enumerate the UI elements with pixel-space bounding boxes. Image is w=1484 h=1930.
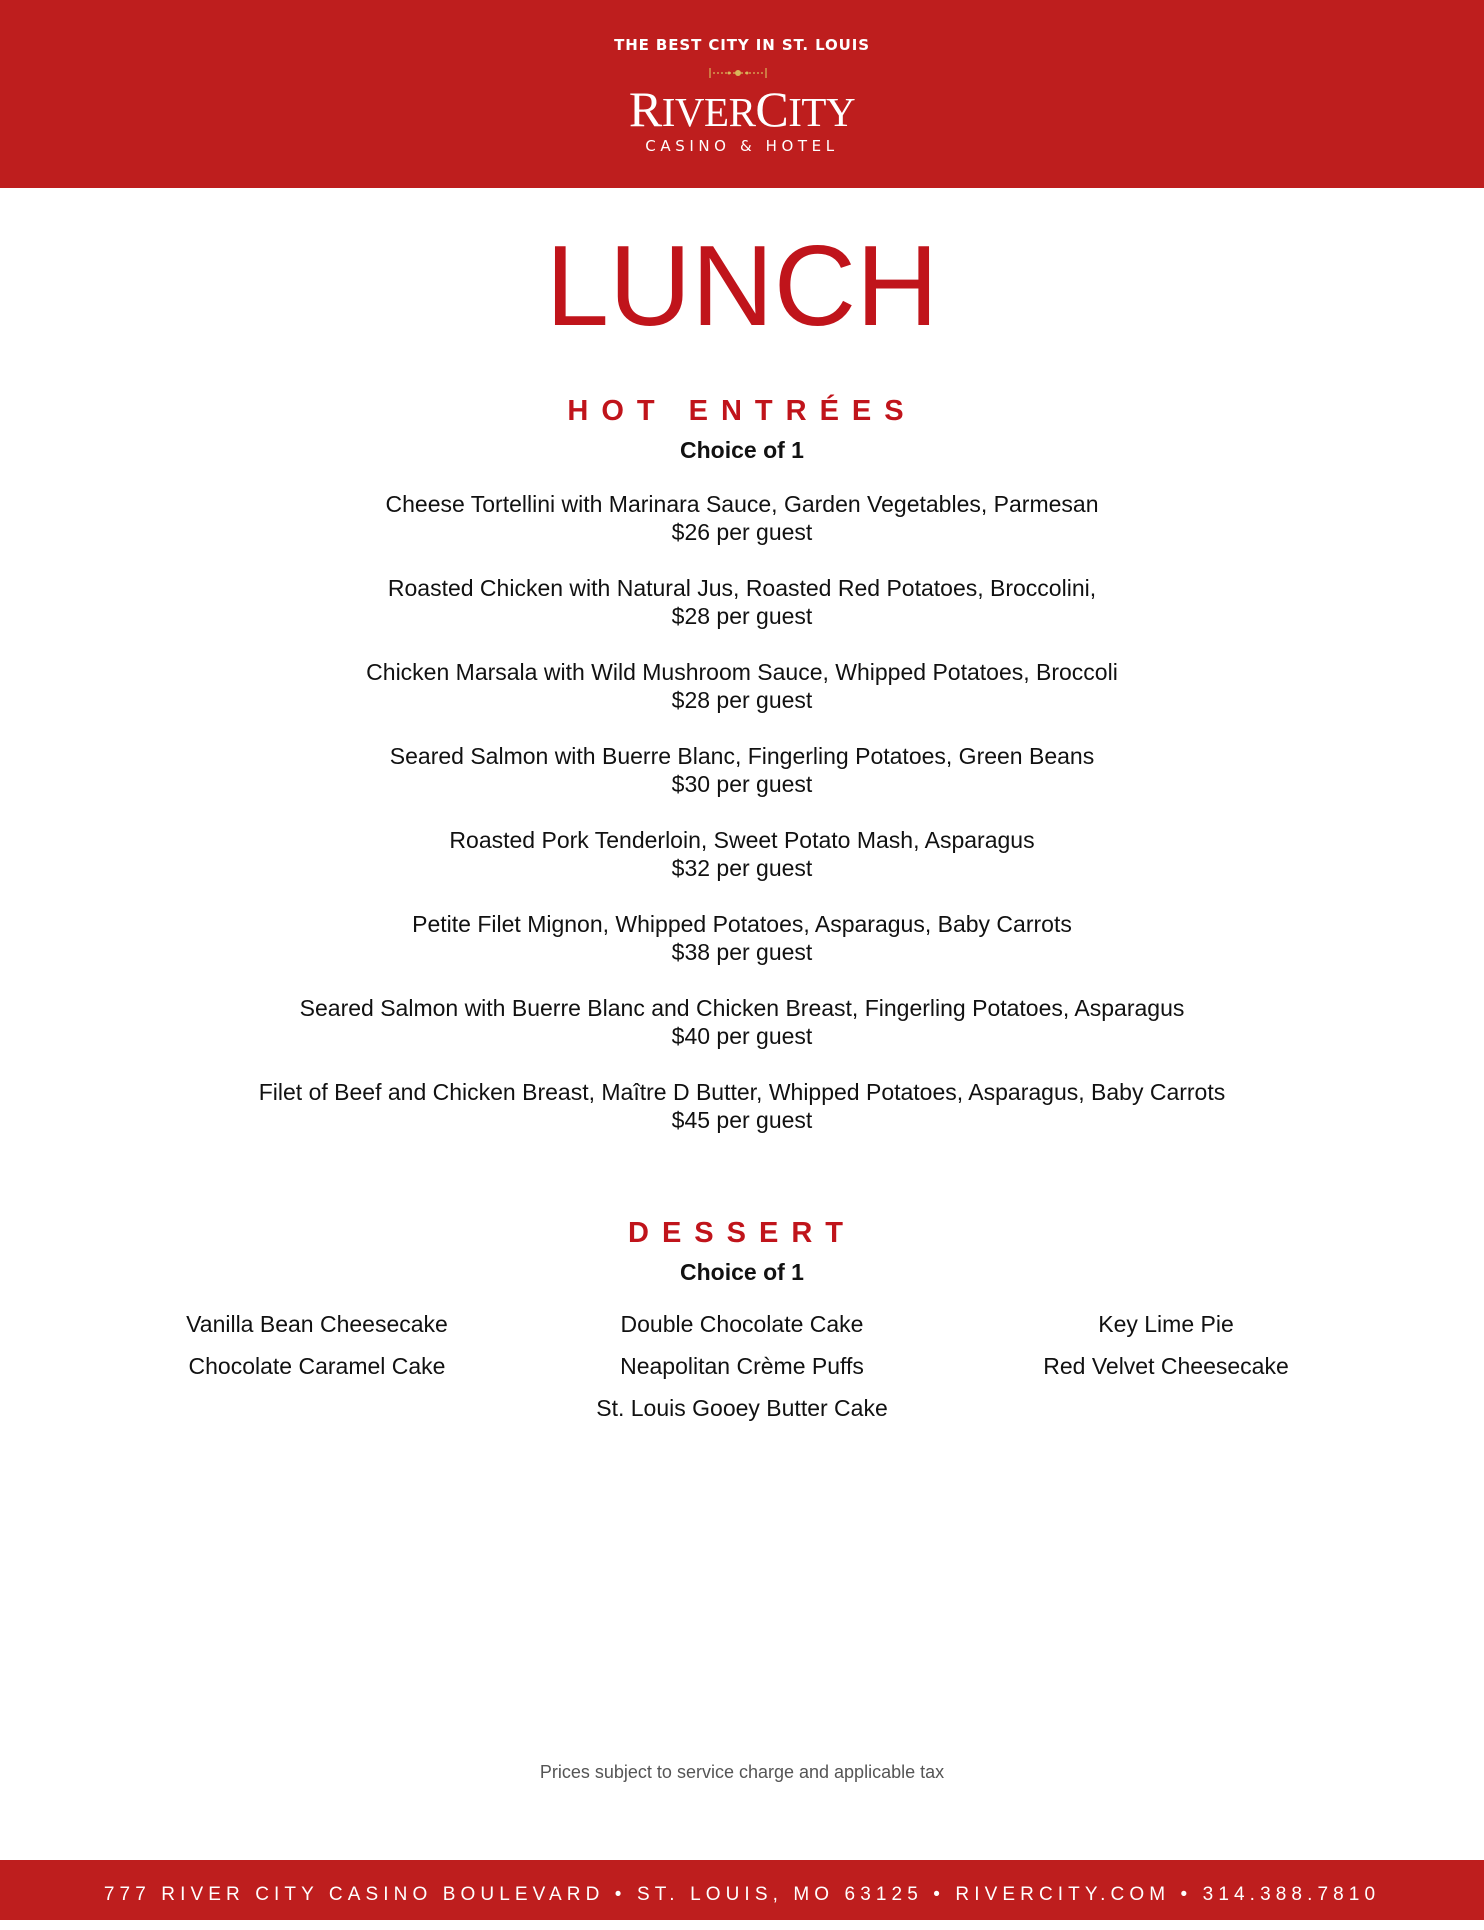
entree-description: Filet of Beef and Chicken Breast, Maître D Butter, Whipped Potatoes, Asparagus, Baby Carrots — [258, 1079, 1226, 1105]
price-footnote: Prices subject to service charge and applicable tax — [539, 1762, 945, 1782]
entree-price: $45 per guest — [671, 1107, 813, 1133]
dessert-heading: DESSERT — [628, 1217, 856, 1249]
dessert-item: Key Lime Pie — [1098, 1311, 1234, 1337]
entree-item — [0, 910, 1484, 994]
dessert-item: Vanilla Bean Cheesecake — [186, 1311, 448, 1337]
hot-entrees-heading: HOT ENTRÉES — [567, 395, 917, 427]
logo-letters-iver: IVER — [661, 89, 756, 135]
logo-subtitle: CASINO & HOTEL — [645, 137, 839, 155]
entree-price: $26 per guest — [671, 519, 813, 545]
entree-list — [0, 490, 1484, 1162]
entree-description: Roasted Chicken with Natural Jus, Roasted Red Potatoes, Broccolini, — [387, 575, 1097, 601]
entree-item — [0, 574, 1484, 658]
entree-item — [0, 658, 1484, 742]
entree-description: Seared Salmon with Buerre Blanc, Fingerling Potatoes, Green Beans — [389, 743, 1095, 769]
entree-price: $28 per guest — [671, 687, 813, 713]
entree-item — [0, 1078, 1484, 1162]
tagline: THE BEST CITY IN ST. LOUIS — [614, 36, 870, 54]
entree-item — [0, 490, 1484, 574]
dessert-item: St. Louis Gooey Butter Cake — [596, 1395, 888, 1421]
footer-contact-info: 777 RIVER CITY CASINO BOULEVARD • ST. LOUIS, MO 63125 • RIVERCITY.COM • 314.388.7810 — [103, 1884, 1381, 1905]
dessert-subheading: Choice of 1 — [680, 1259, 804, 1285]
logo-letter-r: R — [628, 81, 662, 137]
hot-entrees-subheading: Choice of 1 — [680, 437, 804, 463]
header-bar — [0, 0, 1484, 188]
entree-description: Petite Filet Mignon, Whipped Potatoes, Asparagus, Baby Carrots — [412, 911, 1072, 937]
entree-price: $28 per guest — [671, 603, 813, 629]
dessert-item: Chocolate Caramel Cake — [188, 1353, 446, 1379]
entree-item — [0, 994, 1484, 1078]
logo-letter-c: C — [755, 81, 789, 137]
ornament-icon — [707, 66, 769, 80]
entree-description: Seared Salmon with Buerre Blanc and Chicken Breast, Fingerling Potatoes, Asparagus — [299, 995, 1185, 1021]
dessert-column-left — [107, 1310, 527, 1394]
entree-description: Chicken Marsala with Wild Mushroom Sauce, Whipped Potatoes, Broccoli — [366, 659, 1118, 685]
entree-price: $40 per guest — [671, 1023, 813, 1049]
dessert-item: Neapolitan Crème Puffs — [620, 1353, 864, 1379]
entree-price: $38 per guest — [671, 939, 813, 965]
entree-description: Cheese Tortellini with Marinara Sauce, Garden Vegetables, Parmesan — [385, 491, 1099, 517]
logo-letters-ity: ITY — [788, 89, 856, 135]
logo-wordmark — [0, 81, 1484, 137]
page-title: LUNCH — [545, 223, 939, 350]
dessert-column-center — [532, 1310, 952, 1436]
footer-bar — [0, 1860, 1484, 1920]
dessert-item: Red Velvet Cheesecake — [1043, 1353, 1289, 1379]
entree-price: $30 per guest — [671, 771, 813, 797]
entree-description: Roasted Pork Tenderloin, Sweet Potato Mash, Asparagus — [449, 827, 1035, 853]
entree-price: $32 per guest — [671, 855, 813, 881]
entree-item — [0, 826, 1484, 910]
dessert-item: Double Chocolate Cake — [620, 1311, 864, 1337]
entree-item — [0, 742, 1484, 826]
dessert-column-right — [956, 1310, 1376, 1394]
